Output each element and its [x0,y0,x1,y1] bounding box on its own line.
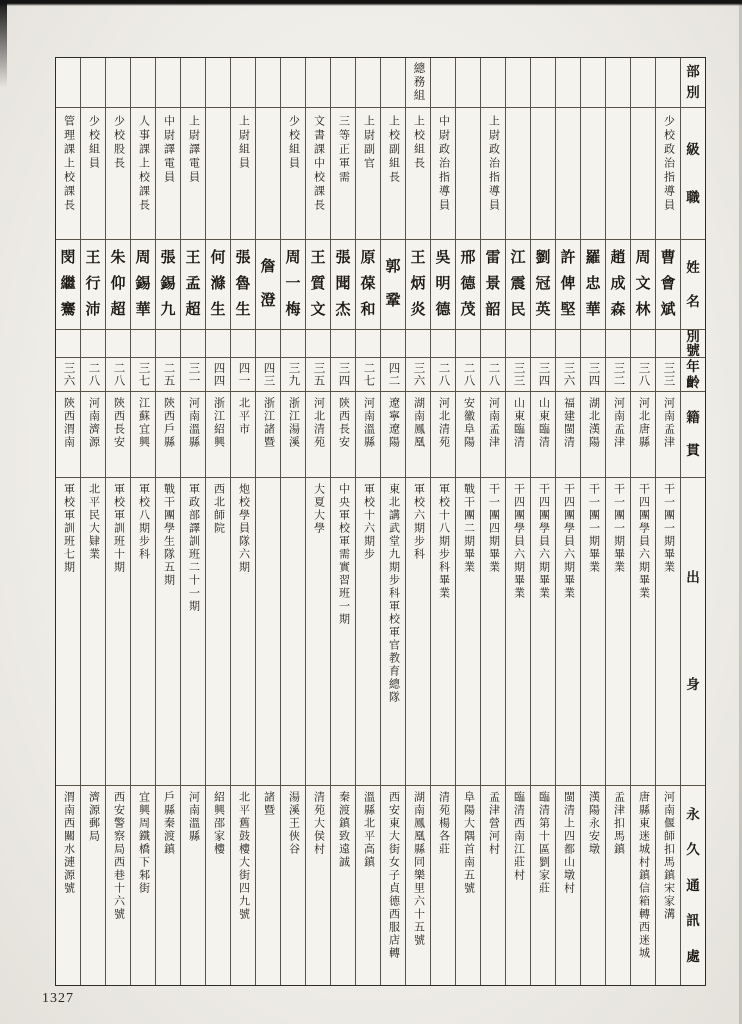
person-dept [656,58,680,108]
person-origin: 浙江諸暨 [256,392,280,478]
person-column-4 [580,58,605,985]
person-dept [231,58,255,108]
person-rank [506,108,530,240]
person-column-10 [430,58,455,985]
person-origin: 河北唐縣 [631,392,655,478]
person-dept [631,58,655,108]
column-header-name: 姓 名 [681,240,705,330]
person-age: 四二 [381,358,405,392]
person-background [281,478,305,786]
person-dept [431,58,455,108]
person-column-19 [205,58,230,985]
person-alias [481,330,505,358]
person-origin: 江蘇宜興 [131,392,155,478]
person-name: 周 文 林 [631,240,655,330]
person-alias [656,330,680,358]
person-rank: 上校組長 [406,108,430,240]
header-column [680,58,705,985]
person-alias [181,330,205,358]
person-alias [631,330,655,358]
person-name: 王 行 沛 [81,240,105,330]
person-rank: 少校政治指導員 [656,108,680,240]
person-age: 三一 [181,358,205,392]
person-column-18 [230,58,255,985]
person-address: 濟源郵局 [87,791,100,843]
person-address: 孟津營河村 [487,791,500,856]
person-address: 諸暨 [262,791,275,817]
person-origin: 湖北漢陽 [581,392,605,478]
person-column-25 [56,58,80,985]
person-name: 王 質 文 [306,240,330,330]
person-alias [581,330,605,358]
person-alias [56,330,80,358]
person-origin: 陝西長安 [331,392,355,478]
person-address: 紹興邵家樓 [212,791,225,856]
person-age: 三七 [131,358,155,392]
person-dept [381,58,405,108]
person-origin: 河南孟津 [606,392,630,478]
person-background: 戰干團二期畢業 [456,478,480,786]
person-rank [581,108,605,240]
column-header-age: 年 齡 [681,358,705,392]
person-name: 朱 仰 超 [106,240,130,330]
person-rank [456,108,480,240]
person-rank: 三等正軍需 [331,108,355,240]
person-alias [281,330,305,358]
person-column-12 [380,58,405,985]
person-column-23 [105,58,130,985]
person-dept [256,58,280,108]
person-background: 干一團一期畢業 [581,478,605,786]
person-age: 三四 [531,358,555,392]
person-background: 干四團學員六期畢業 [506,478,530,786]
person-alias [156,330,180,358]
person-background: 軍校十六期步 [356,478,380,786]
person-age: 四四 [206,358,230,392]
person-dept [356,58,380,108]
person-dept [456,58,480,108]
person-age: 三四 [581,358,605,392]
person-age: 三三 [656,358,680,392]
person-name: 羅 忠 華 [581,240,605,330]
person-alias [606,330,630,358]
person-age: 二八 [431,358,455,392]
person-rank [206,108,230,240]
person-alias [431,330,455,358]
person-origin: 陝西長安 [106,392,130,478]
person-alias [306,330,330,358]
person-column-8 [480,58,505,985]
person-alias [531,330,555,358]
person-dept [181,58,205,108]
person-age: 三八 [631,358,655,392]
person-address: 北平舊鼓樓大街四九號 [237,791,250,921]
person-column-22 [130,58,155,985]
person-name: 原 葆 和 [356,240,380,330]
person-dept [156,58,180,108]
person-age: 三六 [556,358,580,392]
person-address: 溫縣北平高鎮 [362,791,375,869]
person-column-3 [605,58,630,985]
person-alias [506,330,530,358]
person-background: 干四團學員六期畢業 [631,478,655,786]
person-alias [331,330,355,358]
column-header-rank: 級 職 [681,108,705,240]
person-column-15 [305,58,330,985]
person-alias [381,330,405,358]
person-background: 干一團四期畢業 [481,478,505,786]
person-background: 東北講武堂九期步科軍校軍官教育總隊 [381,478,405,786]
person-rank [631,108,655,240]
person-column-13 [355,58,380,985]
person-rank: 中尉譯電員 [156,108,180,240]
person-column-5 [555,58,580,985]
person-address: 清苑楊各莊 [437,791,450,856]
scan-artifact-corner [0,0,7,88]
person-name: 趙 成 森 [606,240,630,330]
person-name: 許 俾 堅 [556,240,580,330]
person-dept [606,58,630,108]
person-background: 軍校六期步科 [406,478,430,786]
person-address: 唐縣東迷城村鎮信箱轉西迷城 [637,791,650,960]
person-name: 曹 會 斌 [656,240,680,330]
person-rank: 上尉政治指導員 [481,108,505,240]
person-rank: 少校組員 [281,108,305,240]
person-age: 三六 [406,358,430,392]
person-column-14 [330,58,355,985]
person-background: 大夏大學 [306,478,330,786]
person-rank: 上校副組長 [381,108,405,240]
person-name: 閔 繼 騫 [56,240,80,330]
person-rank [606,108,630,240]
person-rank: 上尉副官 [356,108,380,240]
person-column-2 [630,58,655,985]
person-alias [106,330,130,358]
person-name: 邢 德 茂 [456,240,480,330]
person-name: 吳 明 德 [431,240,455,330]
person-name: 劉 冠 英 [531,240,555,330]
person-alias [456,330,480,358]
person-age: 四三 [256,358,280,392]
person-column-20 [180,58,205,985]
person-alias [231,330,255,358]
person-age: 三九 [281,358,305,392]
person-address: 湯溪王俠谷 [287,791,300,856]
person-name: 周 錫 華 [131,240,155,330]
person-name: 王 孟 超 [181,240,205,330]
person-alias [206,330,230,358]
person-background: 北平民大肄業 [81,478,105,786]
person-rank [531,108,555,240]
person-dept [56,58,80,108]
person-rank: 少校股長 [106,108,130,240]
person-rank: 文書課中校課長 [306,108,330,240]
page-number: 1327 [42,991,74,1006]
person-name: 郭 鞏 [381,240,405,330]
person-background: 軍政部譯訓班二十一期 [181,478,205,786]
person-origin: 山東臨清 [506,392,530,478]
person-dept [106,58,130,108]
person-address: 戶縣秦渡鎮 [162,791,175,856]
person-background: 干一團一期畢業 [606,478,630,786]
person-age: 二八 [81,358,105,392]
person-background: 西北師院 [206,478,230,786]
person-origin: 湖南鳳凰 [406,392,430,478]
person-background: 炮校學員隊六期 [231,478,255,786]
person-background: 干四團學員六期畢業 [531,478,555,786]
person-name: 雷 景 韶 [481,240,505,330]
person-age: 四一 [231,358,255,392]
person-background: 干一團一期畢業 [656,478,680,786]
person-origin: 河南溫縣 [356,392,380,478]
person-age: 二八 [106,358,130,392]
person-name: 張 錫 九 [156,240,180,330]
person-origin: 浙江湯溪 [281,392,305,478]
person-dept [506,58,530,108]
person-column-24 [80,58,105,985]
person-dept [481,58,505,108]
person-address: 漢陽永安墩 [587,791,600,856]
person-background: 軍校軍訓班十期 [106,478,130,786]
person-origin: 安徽阜陽 [456,392,480,478]
person-alias [81,330,105,358]
person-name: 何 滌 生 [206,240,230,330]
person-background: 中央軍校軍需實習班一期 [331,478,355,786]
person-rank: 人事課上校課長 [131,108,155,240]
person-origin: 河南溫縣 [181,392,205,478]
person-dept [581,58,605,108]
person-rank [556,108,580,240]
person-origin: 浙江紹興 [206,392,230,478]
personnel-roster-table [55,57,706,986]
person-address: 宜興周鐵橋下邾街 [137,791,150,895]
person-alias [556,330,580,358]
person-address: 西安警察局西巷十六號 [112,791,125,921]
person-address: 臨清西南江莊村 [512,791,525,882]
person-dept [206,58,230,108]
person-dept [306,58,330,108]
person-origin: 河南濟源 [81,392,105,478]
person-age: 二八 [481,358,505,392]
person-age: 二七 [356,358,380,392]
person-origin: 河南孟津 [656,392,680,478]
person-origin: 陝西渭南 [56,392,80,478]
person-name: 張 魯 生 [231,240,255,330]
person-origin: 北平市 [231,392,255,478]
person-dept: 總務組 [406,58,430,108]
person-age: 二五 [156,358,180,392]
person-age: 三二 [606,358,630,392]
person-dept [131,58,155,108]
person-dept [556,58,580,108]
person-dept [331,58,355,108]
person-age: 三三 [506,358,530,392]
person-name: 江 震 民 [506,240,530,330]
person-age: 三四 [331,358,355,392]
person-rank: 少校組員 [81,108,105,240]
person-rank: 上尉譯電員 [181,108,205,240]
person-origin: 河北清苑 [306,392,330,478]
person-rank [256,108,280,240]
person-rank: 管理課上校課長 [56,108,80,240]
person-column-6 [530,58,555,985]
person-column-16 [280,58,305,985]
person-address: 臨清第十區劉家莊 [537,791,550,895]
person-dept [81,58,105,108]
person-name: 周 一 梅 [281,240,305,330]
person-dept [281,58,305,108]
person-rank: 上尉組員 [231,108,255,240]
person-address: 河南溫縣 [187,791,200,843]
person-address: 清苑大侯村 [312,791,325,856]
person-column-21 [155,58,180,985]
person-dept [531,58,555,108]
column-header-background: 出 身 [681,478,705,786]
person-column-17 [255,58,280,985]
person-address: 閩清上四都山墩村 [562,791,575,895]
person-address: 渭南西關水漣源號 [62,791,75,895]
person-alias [406,330,430,358]
person-name: 張 聞 杰 [331,240,355,330]
person-origin: 遼寧遼陽 [381,392,405,478]
person-origin: 河南孟津 [481,392,505,478]
person-name: 詹 澄 [256,240,280,330]
person-alias [356,330,380,358]
person-alias [256,330,280,358]
person-column-11 [405,58,430,985]
person-column-7 [505,58,530,985]
person-address: 孟津扣馬鎮 [612,791,625,856]
column-header-address: 永 久 通 訊 處 [686,806,700,964]
column-header-origin: 籍 貫 [681,392,705,478]
person-background: 軍校十八期步科畢業 [431,478,455,786]
person-background: 軍校八期步科 [131,478,155,786]
person-origin: 山東臨清 [531,392,555,478]
person-address: 湖南鳳凰縣同樂里六十五號 [412,791,425,947]
column-header-dept: 部 別 [681,58,705,108]
person-origin: 陝西戶縣 [156,392,180,478]
person-origin: 河北清苑 [431,392,455,478]
person-address: 秦渡鎮致遠誠 [337,791,350,869]
person-background: 干四團學員六期畢業 [556,478,580,786]
person-background [256,478,280,786]
person-alias [131,330,155,358]
person-name: 王 炳 炎 [406,240,430,330]
person-address: 阜陽大隅首南五號 [462,791,475,895]
person-background: 軍校軍訓班七期 [56,478,80,786]
person-age: 三六 [56,358,80,392]
person-origin: 福建閩清 [556,392,580,478]
person-age: 三五 [306,358,330,392]
person-background: 戰干團學生隊五期 [156,478,180,786]
person-column-1 [655,58,680,985]
person-column-9 [455,58,480,985]
person-address: 河南偃師扣馬鎮宋家溝 [662,791,675,921]
scan-artifact-top-edge [0,0,742,6]
column-header-alias: 別 號 [681,330,705,358]
person-rank: 中尉政治指導員 [431,108,455,240]
person-address: 西安東大街女子貞德西服店轉 [387,791,400,960]
person-age: 二八 [456,358,480,392]
